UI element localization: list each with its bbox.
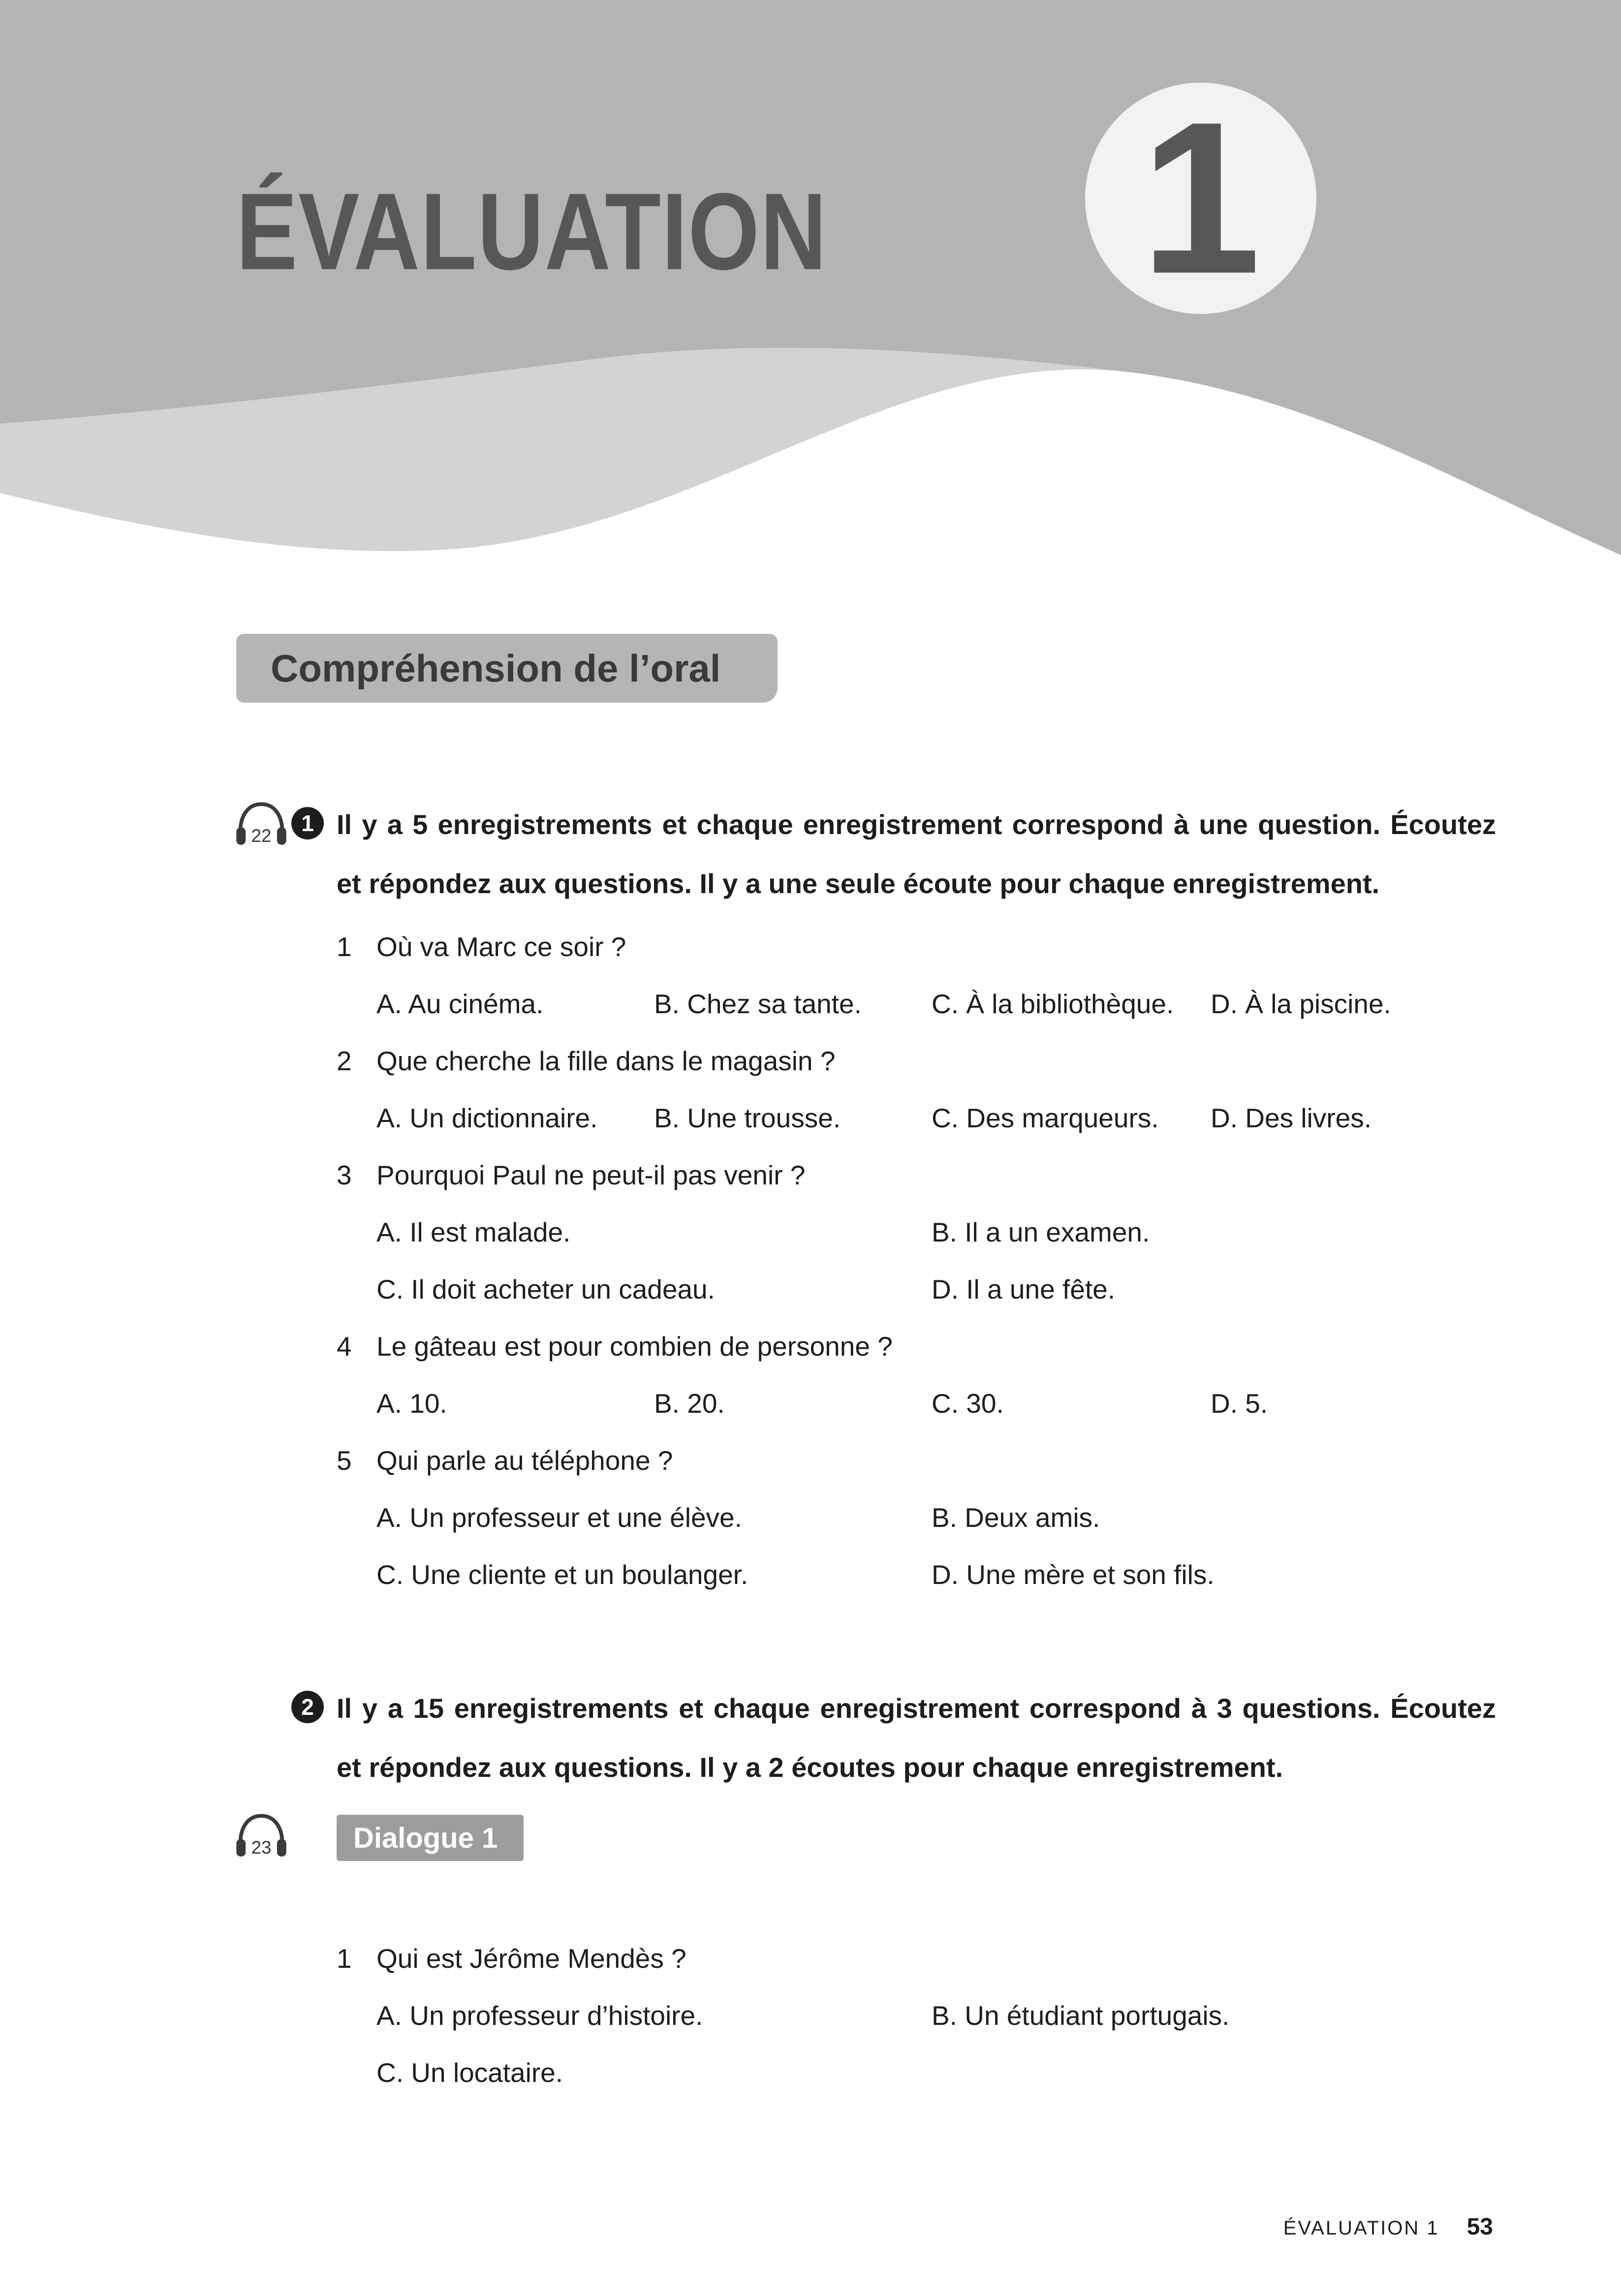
answer-options: [376, 1089, 1496, 1147]
answer-option: A. 10.: [376, 1388, 447, 1419]
exercise-2-questions: [337, 1930, 1496, 2101]
answer-option: B. Un étudiant portugais.: [932, 2000, 1230, 2031]
headphones-icon: [232, 1808, 290, 1866]
answer-option: D. À la piscine.: [1211, 989, 1391, 1019]
answer-option: D. Il a une fête.: [932, 1274, 1115, 1304]
exercise-number-badge: [291, 807, 324, 839]
answer-option: A. Il est malade.: [376, 1217, 571, 1247]
question: [337, 918, 1496, 1032]
question-number: 1: [337, 1943, 352, 1974]
exercise-2: [236, 1679, 1496, 2101]
exercise-number: 2: [301, 1694, 314, 1720]
exercise-number: 1: [301, 810, 314, 836]
unit-number-circle: [1085, 77, 1316, 319]
exercise-instruction: Il y a 5 enregistrements et chaque enregistrement correspond à une question. Écoutez et répondez aux questions. Il y a une seule écoute pour chaque enregistrement.: [337, 809, 1496, 899]
page-footer: [1283, 2213, 1493, 2240]
answer-option: B. Chez sa tante.: [654, 989, 862, 1019]
exercise-1-header: [236, 795, 1496, 913]
page-title: ÉVALUATION: [236, 171, 828, 293]
question-text: Qui parle au téléphone ?: [376, 1445, 673, 1476]
question-number: 4: [337, 1331, 352, 1362]
question-text: Pourquoi Paul ne peut-il pas venir ?: [376, 1160, 806, 1190]
question-text: Où va Marc ce soir ?: [376, 931, 626, 962]
exercise-instruction: Il y a 15 enregistrements et chaque enregistrement correspond à 3 questions. Écoutez et répondez aux questions. Il y a 2 écoutes pour chaque enregistrement.: [337, 1693, 1496, 1783]
answer-option: C. Un locataire.: [376, 2057, 563, 2088]
question: [337, 1318, 1496, 1432]
exercise-number-badge: [291, 1691, 324, 1723]
answer-option: C. Il doit acheter un cadeau.: [376, 1274, 715, 1304]
answer-option: C. À la bibliothèque.: [932, 989, 1174, 1019]
question-number: 5: [337, 1445, 352, 1476]
question-text: Qui est Jérôme Mendès ?: [376, 1943, 686, 1974]
exercise-1: [236, 795, 1496, 1603]
question-line: [337, 1432, 1496, 1489]
answer-option: C. 30.: [932, 1388, 1004, 1419]
question-line: [337, 918, 1496, 975]
question-number: 2: [337, 1046, 352, 1076]
question: [337, 1930, 1496, 2101]
question-line: [337, 1930, 1496, 1987]
unit-number: 1: [1140, 77, 1261, 319]
dialogue-badge: [337, 1815, 524, 1861]
answer-options: [376, 1375, 1496, 1432]
question-number: 1: [337, 931, 352, 962]
exercise-2-header: [236, 1679, 1496, 1797]
answer-option: B. 20.: [654, 1388, 725, 1419]
audio-track-number: 23: [251, 1837, 272, 1858]
dialogue-header: [236, 1815, 1496, 1861]
question-text: Le gâteau est pour combien de personne ?: [376, 1331, 893, 1362]
answer-options: [376, 1489, 1496, 1603]
footer-section-label: ÉVALUATION 1: [1283, 2217, 1439, 2239]
answer-option: B. Une trousse.: [654, 1103, 841, 1133]
answer-options: [376, 1987, 1496, 2101]
answer-option: A. Un professeur et une élève.: [376, 1502, 742, 1533]
answer-options: [376, 975, 1496, 1032]
answer-option: A. Un professeur d’histoire.: [376, 2000, 703, 2031]
answer-option: C. Une cliente et un boulanger.: [376, 1559, 748, 1590]
exercise-1-questions: [337, 918, 1496, 1603]
section-heading-label: Compréhension de l’oral: [271, 646, 721, 690]
dialogue-badge-label: Dialogue 1: [353, 1822, 498, 1854]
audio-track-number: 22: [251, 825, 272, 846]
answer-option: B. Il a un examen.: [932, 1217, 1150, 1247]
answer-option: D. Des livres.: [1211, 1103, 1372, 1133]
question: [337, 1432, 1496, 1603]
question: [337, 1032, 1496, 1147]
question: [337, 1147, 1496, 1318]
answer-option: C. Des marqueurs.: [932, 1103, 1159, 1133]
answer-option: B. Deux amis.: [932, 1502, 1100, 1533]
question-text: Que cherche la fille dans le magasin ?: [376, 1046, 836, 1076]
section-heading: [236, 634, 778, 703]
question-line: [337, 1147, 1496, 1204]
answer-option: D. Une mère et son fils.: [932, 1559, 1215, 1590]
question-line: [337, 1032, 1496, 1089]
answer-options: [376, 1204, 1496, 1318]
headphones-icon: [232, 796, 290, 854]
answer-option: D. 5.: [1211, 1388, 1268, 1419]
answer-option: A. Au cinéma.: [376, 989, 544, 1019]
answer-option: A. Un dictionnaire.: [376, 1103, 598, 1133]
page-number: 53: [1466, 2214, 1493, 2240]
question-line: [337, 1318, 1496, 1375]
question-number: 3: [337, 1160, 352, 1190]
header-wave-graphic: [0, 0, 1621, 590]
